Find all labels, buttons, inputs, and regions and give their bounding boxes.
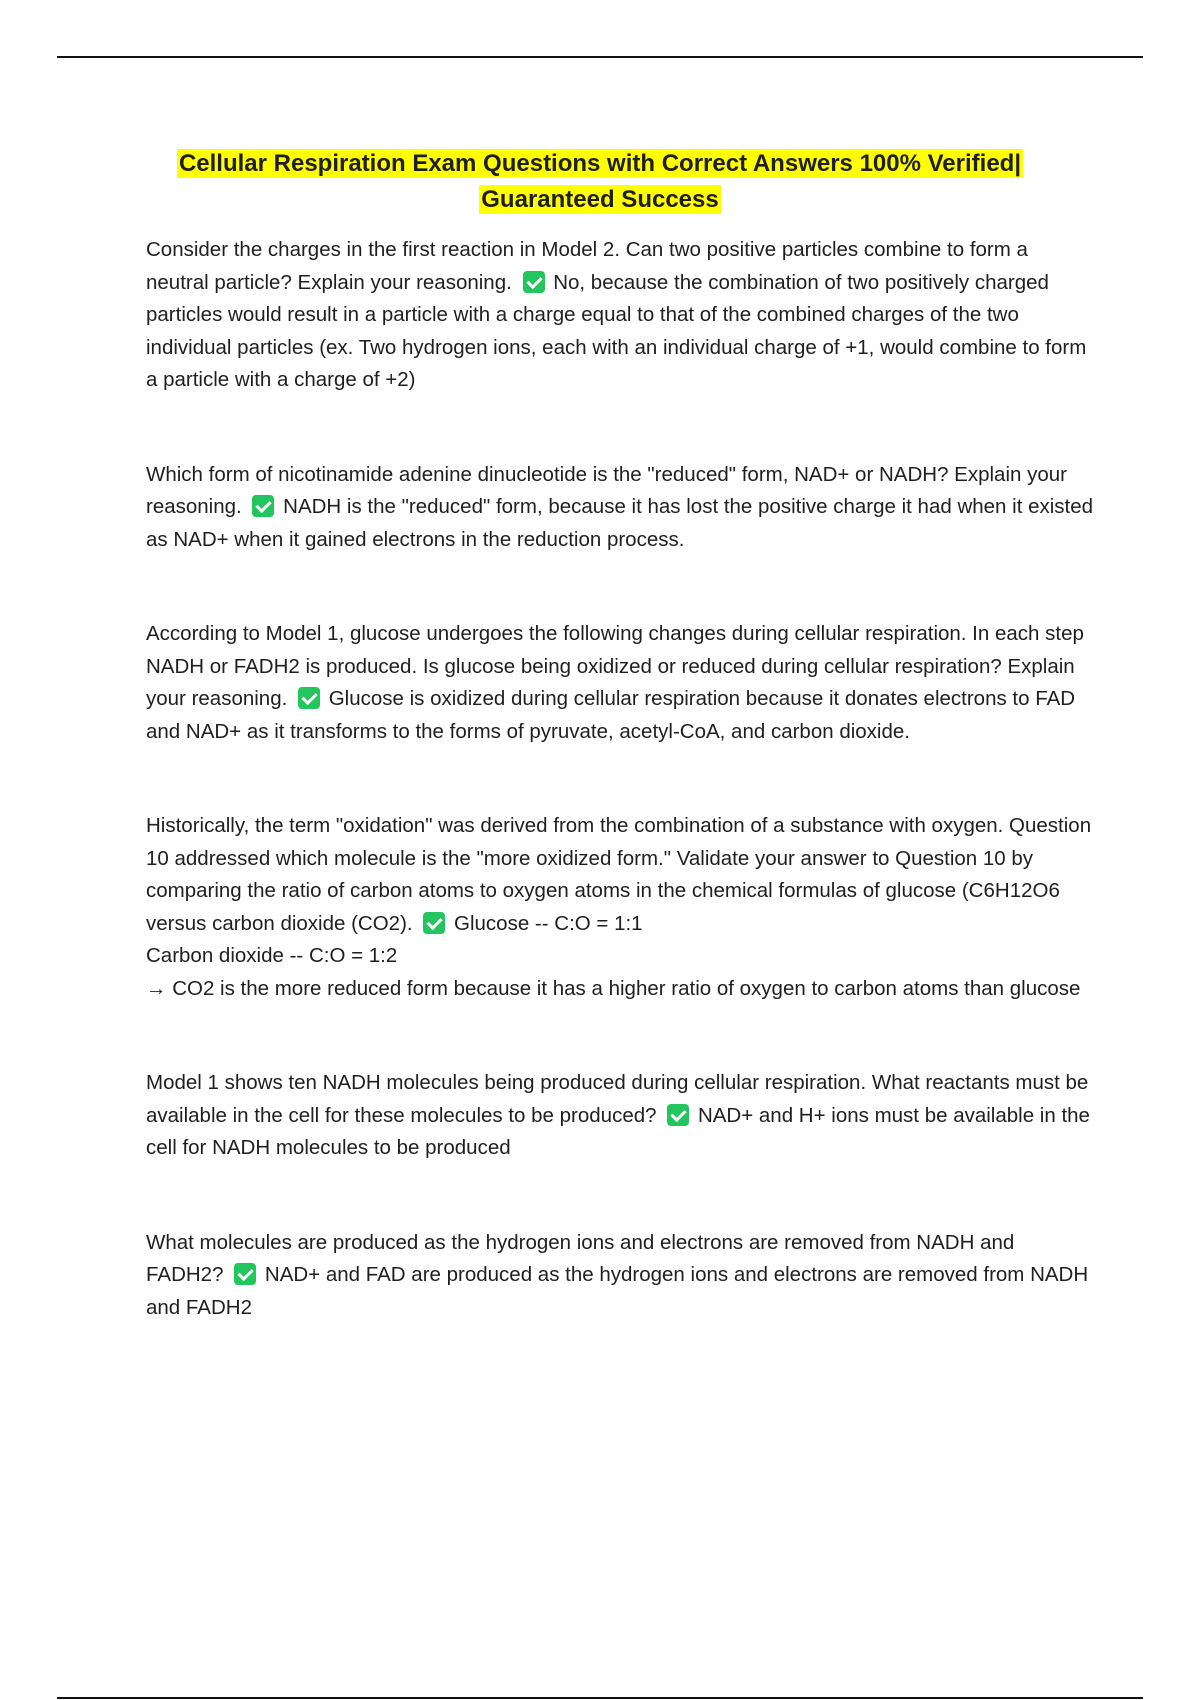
question-text: Model 1 shows ten NADH molecules being produced during cellular respiration. What reactants must be available in the cell for these molecules to be produced?: [146, 1071, 1089, 1127]
answer-extra-line: Carbon dioxide -- C:O = 1:2: [146, 944, 398, 967]
answer-text: Glucose is oxidized during cellular respiration because it donates electrons to FAD and NAD+ as it transforms to the forms of pyruvate, acetyl-CoA, and carbon dioxide.: [146, 687, 1076, 743]
answer-text: NADH is the "reduced" form, because it has lost the positive charge it had when it existed as NAD+ when it gained electrons in the reduction process.: [146, 495, 1094, 551]
qa-item: [146, 810, 1096, 1005]
question-text: Historically, the term "oxidation" was derived from the combination of a substance with oxygen. Question 10 addressed which molecule is the "more oxidized form." Validate your answer to Question 10 by comparing the ratio of carbon atoms to oxygen atoms in the chemical formulas of glucose (C6H12O6 versus carbon dioxide (CO2).: [146, 814, 1092, 935]
qa-list: [146, 234, 1096, 1386]
question-text: Which form of nicotinamide adenine dinucleotide is the "reduced" form, NAD+ or NADH? Explain your reasoning.: [146, 462, 1067, 518]
qa-paragraph: [146, 234, 1096, 397]
qa-item: [146, 1227, 1096, 1325]
qa-item: [146, 234, 1096, 397]
check-mark-icon: [523, 271, 545, 293]
qa-item: [146, 618, 1096, 748]
answer-text: Glucose -- C:O = 1:1: [454, 911, 643, 935]
check-mark-icon: [423, 912, 445, 934]
answer-extra-line: → CO2 is the more reduced form because it has a higher ratio of oxygen to carbon atoms than glucose: [146, 976, 1081, 1000]
check-mark-icon: [298, 687, 320, 709]
qa-paragraph: [146, 1067, 1096, 1165]
title-line-1: Cellular Respiration Exam Questions with Correct Answers 100% Verified|: [178, 150, 1022, 177]
answer-text: NAD+ and FAD are produced as the hydrogen ions and electrons are removed from NADH and FADH2: [146, 1263, 1089, 1319]
question-text: Consider the charges in the first reaction in Model 2. Can two positive particles combine to form a neutral particle? Explain your reasoning.: [146, 238, 1028, 294]
qa-item: [146, 1067, 1096, 1165]
check-mark-icon: [252, 495, 274, 517]
question-text: According to Model 1, glucose undergoes the following changes during cellular respiration. In each step NADH or FADH2 is produced. Is glucose being oxidized or reduced during cellular respiration? Explain your reasoning.: [146, 622, 1084, 710]
answer-text: NAD+ and H+ ions must be available in the cell for NADH molecules to be produced: [146, 1103, 1090, 1159]
check-mark-icon: [667, 1104, 689, 1126]
question-text: What molecules are produced as the hydrogen ions and electrons are removed from NADH and FADH2?: [146, 1230, 1015, 1286]
answer-text: No, because the combination of two positively charged particles would result in a particle with a charge equal to that of the combined charges of the two individual particles (ex. Two hydrogen ions, each with an individual charge of +1, would combine to form a particle with a charge of +2): [146, 270, 1087, 391]
bottom-rule: [57, 1697, 1143, 1699]
check-mark-icon: [234, 1263, 256, 1285]
qa-paragraph: [146, 459, 1096, 557]
qa-paragraph: [146, 810, 1096, 940]
qa-item: [146, 459, 1096, 557]
qa-paragraph: [146, 1227, 1096, 1325]
document-title: [120, 146, 1080, 218]
top-rule: [57, 56, 1143, 58]
title-line-2: Guaranteed Success: [481, 186, 719, 213]
qa-paragraph: [146, 618, 1096, 748]
